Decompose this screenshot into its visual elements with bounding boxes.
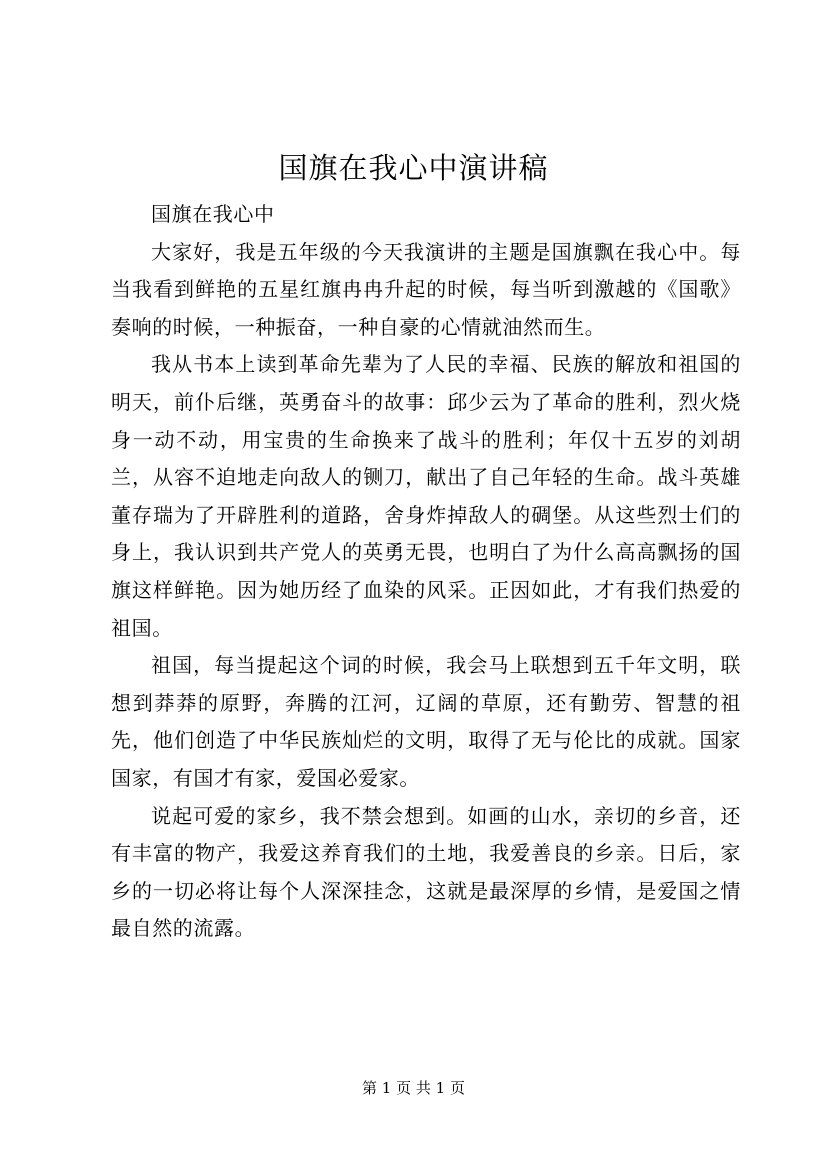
paragraph-3: 祖国，每当提起这个词的时候，我会马上联想到五千年文明，联想到莽莽的原野，奔腾的江河，辽阔的草原，还有勤劳、智慧的祖先，他们创造了中华民族灿烂的文明，取得了无与伦比的成就。国家国家，有国才有家，爱国必爱家。 — [111, 653, 741, 790]
paragraph-subtitle: 国旗在我心中 — [151, 202, 275, 226]
paragraph-1: 大家好，我是五年级的今天我演讲的主题是国旗飘在我心中。每当我看到鲜艳的五星红旗冉冉升起的时候，每当听到激越的《国歌》奏响的时候，一种振奋，一种自豪的心情就油然而生。 — [111, 239, 741, 339]
page-number-footer: 第 1 页 共 1 页 — [362, 1079, 465, 1097]
paragraph-2: 我从书本上读到革命先辈为了人民的幸福、民族的解放和祖国的明天，前仆后继，英勇奋斗的故事：邱少云为了革命的胜利，烈火烧身一动不动，用宝贵的生命换来了战斗的胜利；年仅十五岁的刘胡兰，从容不迫地走向敌人的铡刀，献出了自己年轻的生命。战斗英雄董存瑞为了开辟胜利的道路，舍身炸掉敌人的碉堡。从这些烈士们的身上，我认识到共产党人的英勇无畏，也明白了为什么高高飘扬的国旗这样鲜艳。因为她历经了血染的风采。正因如此，才有我们热爱的祖国。 — [111, 352, 741, 640]
document-body — [111, 196, 741, 948]
document-title: 国旗在我心中演讲稿 — [278, 151, 549, 185]
paragraph-4: 说起可爱的家乡，我不禁会想到。如画的山水，亲切的乡音，还有丰富的物产，我爱这养育我们的土地，我爱善良的乡亲。日后，家乡的一切必将让每个人深深挂念，这就是最深厚的乡情，是爱国之情最自然的流露。 — [111, 803, 741, 941]
